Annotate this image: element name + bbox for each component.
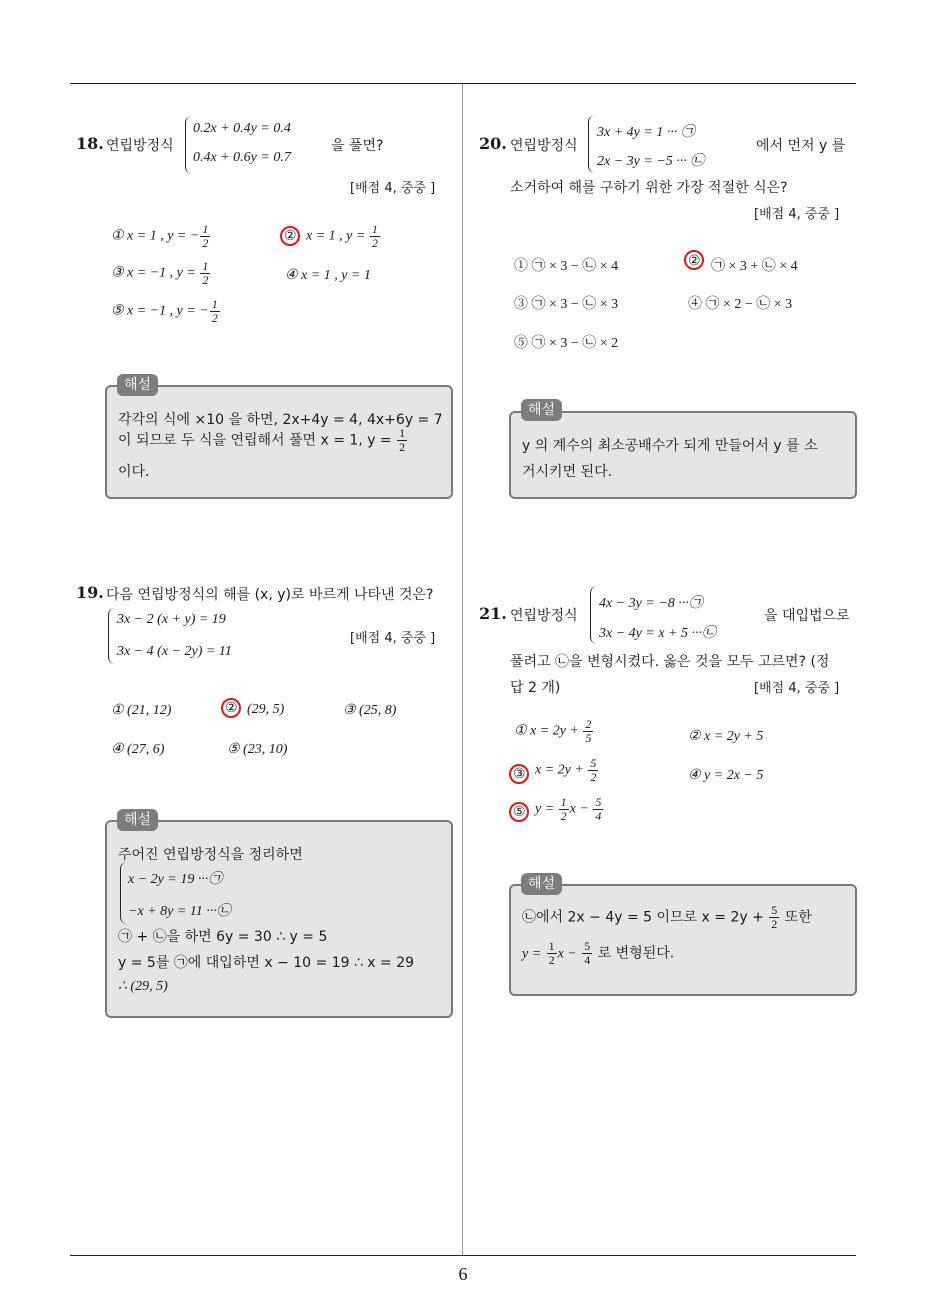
question-line-3: 답 2 개) xyxy=(510,680,561,696)
explanation-line-2 xyxy=(118,427,408,454)
choice-4[interactable]: ④ (27, 6) xyxy=(111,742,165,757)
choice-5-fraction-1 xyxy=(559,796,569,823)
explanation-tag: 해설 xyxy=(117,809,158,831)
explanation-eq-2: −x + 8y = 11 ···㉡ xyxy=(128,904,231,919)
explanation-line-1: 주어진 연립방정식을 정리하면 xyxy=(118,847,303,863)
explanation-brace xyxy=(120,862,128,924)
explanation-fraction xyxy=(397,427,407,454)
choice-2-text: x = 1 , y = xyxy=(306,228,366,244)
denominator: 2 xyxy=(548,953,555,967)
explanation-line-1-tail: 또한 xyxy=(784,909,812,926)
question-meta: [배점 4, 중중 ] xyxy=(350,181,436,196)
choice-5[interactable]: ⑤ (23, 10) xyxy=(227,742,288,757)
question-lead: 연립방정식 xyxy=(510,138,578,154)
denominator: 2 xyxy=(560,809,567,823)
choice-5[interactable] xyxy=(535,796,604,823)
question-lead: 연립방정식 xyxy=(510,608,578,624)
choice-2[interactable]: (29, 5) xyxy=(247,702,285,717)
equation-brace xyxy=(590,586,598,644)
question-number: 20. xyxy=(479,134,507,153)
choice-4[interactable]: ④ ㉠ × 2 − ㉡ × 3 xyxy=(688,297,793,312)
explanation-eq-1: x − 2y = 19 ···㉠ xyxy=(128,872,223,887)
explanation-line-2-tail: 로 변형된다. xyxy=(597,945,675,962)
numerator: 1 xyxy=(548,939,555,953)
header-rule xyxy=(70,83,856,84)
equation-2: 2x − 3y = −5 ··· ㉡ xyxy=(597,154,705,169)
denominator: 2 xyxy=(202,273,209,287)
choice-3[interactable] xyxy=(111,260,211,287)
question-line-2: 풀려고 ㉡을 변형시켰다. 옳은 것을 모두 고르면? (정 xyxy=(510,654,830,670)
numerator: 5 xyxy=(595,795,602,809)
explanation-line-1: 각각의 식에 ×10 을 하면, 2x+4y = 4, 4x+6y = 7 xyxy=(118,412,443,428)
choice-3[interactable]: ③ (25, 8) xyxy=(343,703,397,718)
numerator: 1 xyxy=(371,222,378,236)
choice-5[interactable]: ⑤ ㉠ × 3 − ㉡ × 2 xyxy=(514,336,619,351)
column-divider xyxy=(462,84,463,1256)
choice-5-fraction-2 xyxy=(593,796,603,823)
explanation-line-2: ㉠ + ㉡을 하면 6y = 30 ∴ y = 5 xyxy=(118,929,328,945)
numerator: 1 xyxy=(211,297,218,311)
explanation-box xyxy=(509,411,857,499)
denominator: 2 xyxy=(202,236,209,250)
choice-2-mark: ② xyxy=(225,701,238,716)
question-tail: 에서 먼저 y 를 xyxy=(756,138,846,154)
choice-2-mark: ② xyxy=(284,229,297,244)
explanation-tag: 해설 xyxy=(117,374,158,396)
equation-2: 3x − 4 (x − 2y) = 11 xyxy=(117,644,232,659)
equation-2: 3x − 4y = x + 5 ···㉡ xyxy=(599,626,716,641)
choice-3-text: ③ x = −1 , y = xyxy=(111,265,196,281)
choice-1-text: ① x = 2y + xyxy=(514,723,579,739)
explanation-box xyxy=(105,385,453,499)
denominator: 2 xyxy=(771,917,778,931)
choice-3[interactable]: ③ ㉠ × 3 − ㉡ × 3 xyxy=(514,297,619,312)
page-number: 6 xyxy=(458,1264,468,1284)
explanation-line-3: 이다. xyxy=(118,464,150,480)
explanation-line-2 xyxy=(522,940,674,967)
explanation-line-2-b: x − xyxy=(557,946,577,962)
numerator: 2 xyxy=(585,717,592,731)
choice-3-fraction xyxy=(588,757,598,784)
equation-brace xyxy=(108,608,116,664)
denominator: 5 xyxy=(585,731,592,745)
explanation-line-2: 거시키면 된다. xyxy=(522,464,613,480)
explanation-line-4: ∴ (29, 5) xyxy=(118,979,168,994)
numerator: 5 xyxy=(584,939,591,953)
explanation-fraction xyxy=(769,904,779,931)
choice-3-mark: ③ xyxy=(513,767,526,782)
equation-brace xyxy=(185,116,193,174)
choice-5-text: ⑤ x = −1 , y = − xyxy=(111,303,209,319)
equation-1: 3x − 2 (x + y) = 19 xyxy=(117,612,226,627)
numerator: 1 xyxy=(560,795,567,809)
question-meta: [배점 4, 중중 ] xyxy=(350,631,436,646)
question-line-2: 소거하여 해를 구하기 위한 가장 적절한 식은? xyxy=(510,180,788,196)
denominator: 2 xyxy=(211,311,218,325)
equation-brace xyxy=(588,115,596,173)
question-meta: [배점 4, 중중 ] xyxy=(754,207,840,222)
explanation-box xyxy=(509,884,857,996)
choice-5-text-b: x − xyxy=(569,801,589,817)
explanation-line-1 xyxy=(522,904,812,931)
numerator: 5 xyxy=(771,903,778,917)
question-lead: 다음 연립방정식의 해를 (x, y)로 바르게 나타낸 것은? xyxy=(106,587,434,603)
question-tail: 을 풀면? xyxy=(331,138,384,154)
denominator: 4 xyxy=(584,953,591,967)
choice-4[interactable]: ④ x = 1 , y = 1 xyxy=(285,268,371,283)
choice-3[interactable] xyxy=(535,757,599,784)
numerator: 1 xyxy=(399,426,406,440)
footer-rule xyxy=(70,1255,856,1256)
denominator: 2 xyxy=(590,770,597,784)
choice-2-mark: ② xyxy=(688,254,701,269)
choice-4[interactable]: ④ y = 2x − 5 xyxy=(688,768,764,783)
choice-3-fraction xyxy=(200,260,210,287)
denominator: 2 xyxy=(399,440,406,454)
explanation-box xyxy=(105,820,453,1018)
numerator: 1 xyxy=(202,259,209,273)
equation-1: 3x + 4y = 1 ··· ㉠ xyxy=(597,125,695,140)
choice-5-mark: ⑤ xyxy=(513,805,526,820)
choice-3-text: x = 2y + xyxy=(535,762,584,778)
choice-5[interactable] xyxy=(111,298,221,325)
question-number: 21. xyxy=(479,604,507,623)
explanation-line-1: y 의 계수의 최소공배수가 되게 만들어서 y 를 소 xyxy=(522,438,818,454)
equation-1: 0.2x + 0.4y = 0.4 xyxy=(193,121,291,136)
explanation-line-2-text: 이 되므로 두 식을 연립해서 풀면 x = 1, y = xyxy=(118,432,392,449)
question-lead: 연립방정식 xyxy=(106,138,174,154)
question-number: 19. xyxy=(76,583,104,602)
choice-5-text-a: y = xyxy=(535,801,555,817)
choice-1[interactable]: ① (21, 12) xyxy=(111,703,172,718)
choice-2-fraction xyxy=(370,223,380,250)
choice-5-fraction xyxy=(210,298,220,325)
explanation-fraction-1 xyxy=(547,940,557,967)
choice-1[interactable] xyxy=(111,223,211,250)
explanation-line-3: y = 5를 ㉠에 대입하면 x − 10 = 19 ∴ x = 29 xyxy=(118,955,415,971)
explanation-fraction-2 xyxy=(582,940,592,967)
choice-1-fraction xyxy=(583,718,593,745)
choice-1-fraction xyxy=(200,223,210,250)
equation-2: 0.4x + 0.6y = 0.7 xyxy=(193,150,291,165)
explanation-line-2-a: y = xyxy=(522,946,542,962)
question-number: 18. xyxy=(76,134,104,153)
question-meta: [배점 4, 중중 ] xyxy=(754,681,840,696)
choice-1-text: ① x = 1 , y = − xyxy=(111,228,200,244)
denominator: 4 xyxy=(595,809,602,823)
numerator: 5 xyxy=(590,756,597,770)
numerator: 1 xyxy=(202,222,209,236)
explanation-tag: 해설 xyxy=(521,399,562,421)
explanation-tag: 해설 xyxy=(521,873,562,895)
choice-2[interactable] xyxy=(306,223,381,250)
choice-2[interactable]: ㉠ × 3 + ㉡ × 4 xyxy=(711,259,798,274)
question-tail: 을 대입법으로 xyxy=(764,608,850,624)
choice-1[interactable]: ① ㉠ × 3 − ㉡ × 4 xyxy=(514,259,619,274)
choice-2[interactable]: ② x = 2y + 5 xyxy=(688,729,764,744)
equation-1: 4x − 3y = −8 ···㉠ xyxy=(599,596,703,611)
choice-1[interactable] xyxy=(514,718,594,745)
denominator: 2 xyxy=(371,236,378,250)
explanation-line-1-text: ㉡에서 2x − 4y = 5 이므로 x = 2y + xyxy=(522,909,764,926)
